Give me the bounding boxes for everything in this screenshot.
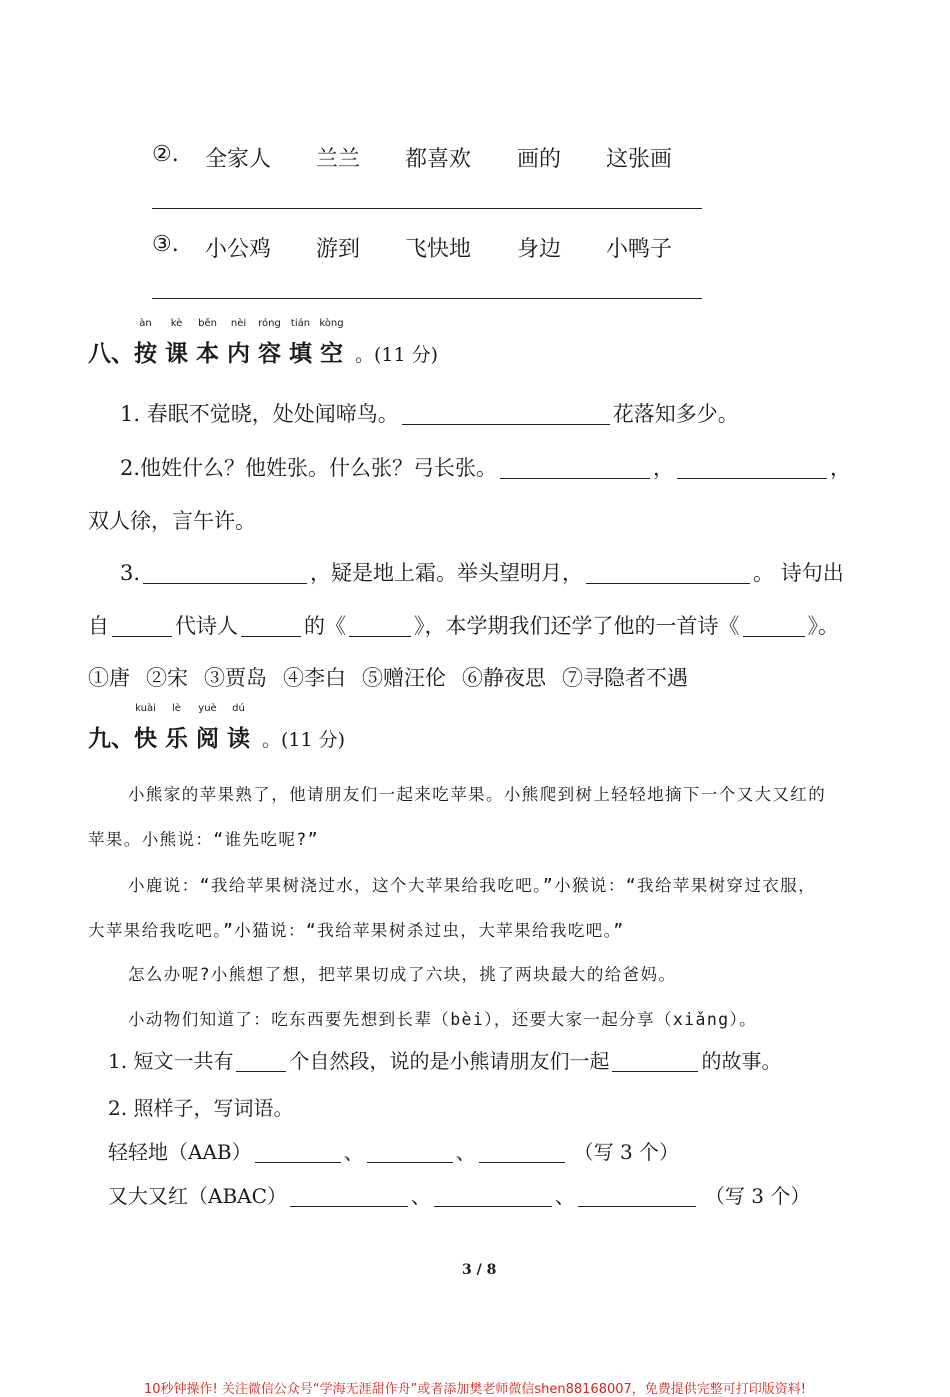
question-text: 的故事。 (701, 1049, 782, 1073)
page-number: 3 / 8 (462, 1262, 497, 1278)
title-char: kòng 空 (319, 318, 344, 367)
fill-blank[interactable] (349, 615, 411, 637)
option: ⑥静夜思 (462, 666, 546, 690)
answer-line[interactable] (152, 208, 702, 209)
question-8-2 (120, 452, 851, 482)
fill-blank[interactable] (367, 1142, 453, 1163)
option: ①唐 (88, 666, 130, 690)
section-9-heading (88, 703, 346, 753)
question-8-2-line2: 双人徐，言午许。 (88, 509, 256, 533)
title-char: róng 容 (258, 318, 281, 367)
question-9-2: 2. 照样子，写词语。 (108, 1096, 294, 1120)
question-text: 》。 (807, 614, 839, 638)
pinyin: kuài (135, 703, 156, 714)
question-text: 的《 (304, 614, 346, 638)
option: ④李白 (283, 666, 346, 690)
fill-blank[interactable] (586, 562, 750, 584)
answer-options (88, 662, 688, 692)
pinyin: běn (198, 318, 217, 329)
title-char: tián 填 (289, 318, 312, 367)
question-text: 个自然段，说的是小熊请朋友们一起 (289, 1049, 610, 1073)
fill-blank[interactable] (112, 615, 172, 637)
word-card: 兰兰 (316, 147, 361, 172)
title-char: lè 乐 (165, 703, 188, 752)
question-text: 2.他姓什么？他姓张。什么张？弓长张。 (120, 456, 498, 480)
fill-blank[interactable] (143, 562, 307, 584)
section-number: 九、 (88, 725, 134, 752)
question-text: 1. 春眠不觉晓，处处闻啼鸟。 (120, 402, 399, 426)
word-card: 小公鸡 (205, 237, 272, 262)
word-card: 小鸭子 (606, 237, 673, 262)
pinyin: tián (290, 318, 311, 329)
word-card: 这张画 (606, 147, 673, 172)
note: （写 3 个） (573, 1140, 680, 1164)
question-text: ， (830, 456, 852, 480)
fill-blank[interactable] (479, 1142, 565, 1163)
word-card: 都喜欢 (405, 147, 472, 172)
fill-blank[interactable] (500, 457, 650, 479)
question-text: 。 诗句出 (753, 561, 844, 585)
fill-blank[interactable] (612, 1051, 698, 1072)
section-number: 八、 (88, 340, 134, 367)
footer-promo: 10秒钟操作! 关注微信公众号“学海无涯甜作舟”或者添加樊老师微信shen88168007，免费提供完整可打印版资料! (144, 1382, 806, 1397)
question-8-3 (120, 557, 844, 587)
title-char: kuài 快 (134, 703, 157, 752)
question-text: ， (653, 456, 675, 480)
question-text: 1. 短文一共有 (108, 1049, 234, 1073)
fill-blank[interactable] (677, 457, 827, 479)
row-number: ③. (152, 232, 179, 257)
question-8-1 (120, 398, 739, 428)
question-text: 轻轻地（AAB） (108, 1140, 252, 1164)
option: ②宋 (146, 666, 188, 690)
title-char: yuè 阅 (196, 703, 219, 752)
aab-row: 轻轻地（AAB） 、 、 （写 3 个） (108, 1140, 680, 1164)
option: ⑤赠汪伦 (362, 666, 446, 690)
title-char: àn 按 (134, 318, 157, 367)
question-8-3-line2 (88, 610, 839, 640)
pinyin: róng (258, 318, 281, 329)
fill-blank[interactable] (241, 615, 301, 637)
question-text: 代诗人 (175, 614, 238, 638)
section-score: 。(11 分) (355, 344, 439, 366)
question-text: 自 (88, 614, 109, 638)
word-card: 游到 (316, 237, 361, 262)
question-text: 又大又红（ABAC） (108, 1184, 287, 1208)
fill-blank[interactable] (578, 1186, 696, 1207)
fill-blank[interactable] (743, 615, 805, 637)
title-char: nèi 内 (227, 318, 250, 367)
option: ⑦寻隐者不遇 (562, 666, 688, 690)
pinyin: dú (232, 703, 245, 714)
note: （写 3 个） (704, 1184, 811, 1208)
fill-blank[interactable] (236, 1051, 286, 1072)
word-card: 画的 (517, 147, 562, 172)
word-card: 全家人 (205, 147, 272, 172)
question-text: 3. (120, 561, 141, 585)
title-char: dú 读 (227, 703, 250, 752)
passage-line: 小熊家的苹果熟了，他请朋友们一起来吃苹果。小熊爬到树上轻轻地摘下一个又大又红的 (128, 785, 827, 804)
question-text: ，疑是地上霜。举头望明月， (310, 561, 584, 585)
pinyin: lè (172, 703, 181, 714)
row-number: ②. (152, 142, 179, 167)
question-9-1 (108, 1045, 781, 1074)
passage-line: 大苹果给我吃吧。”小猫说：“我给苹果树杀过虫，大苹果给我吃吧。” (88, 921, 625, 940)
pinyin: àn (139, 318, 152, 329)
pinyin: nèi (230, 318, 247, 329)
passage-line: 小鹿说：“我给苹果树浇过水，这个大苹果给我吃吧。”小猴说：“我给苹果树穿过衣服， (128, 876, 817, 895)
option: ③贾岛 (204, 666, 267, 690)
fill-blank[interactable] (255, 1142, 341, 1163)
question-text: 》，本学期我们还学了他的一首诗《 (414, 614, 740, 638)
section-score: 。(11 分) (262, 729, 346, 751)
pinyin: yuè (198, 703, 217, 714)
answer-line[interactable] (152, 298, 702, 299)
pinyin: kòng (319, 318, 344, 329)
fill-blank[interactable] (402, 403, 610, 425)
word-card: 身边 (517, 237, 562, 262)
section-8-heading (88, 318, 439, 368)
word-card: 飞快地 (405, 237, 472, 262)
fill-blank[interactable] (434, 1186, 552, 1207)
passage-line: 怎么办呢?小熊想了想，把苹果切成了六块，挑了两块最大的给爸妈。 (128, 965, 677, 984)
title-char: běn 本 (196, 318, 219, 367)
title-char: kè 课 (165, 318, 188, 367)
question-text: 花落知多少。 (612, 402, 739, 426)
abac-row: 又大又红（ABAC） 、 、 （写 3 个） (108, 1184, 811, 1208)
passage-line: 苹果。小熊说：“谁先吃呢?” (88, 830, 319, 849)
fill-blank[interactable] (290, 1186, 408, 1207)
passage-line: 小动物们知道了：吃东西要先想到长辈（bèi），还要大家一起分享（xiǎng）。 (128, 1010, 758, 1029)
pinyin: kè (170, 318, 183, 329)
